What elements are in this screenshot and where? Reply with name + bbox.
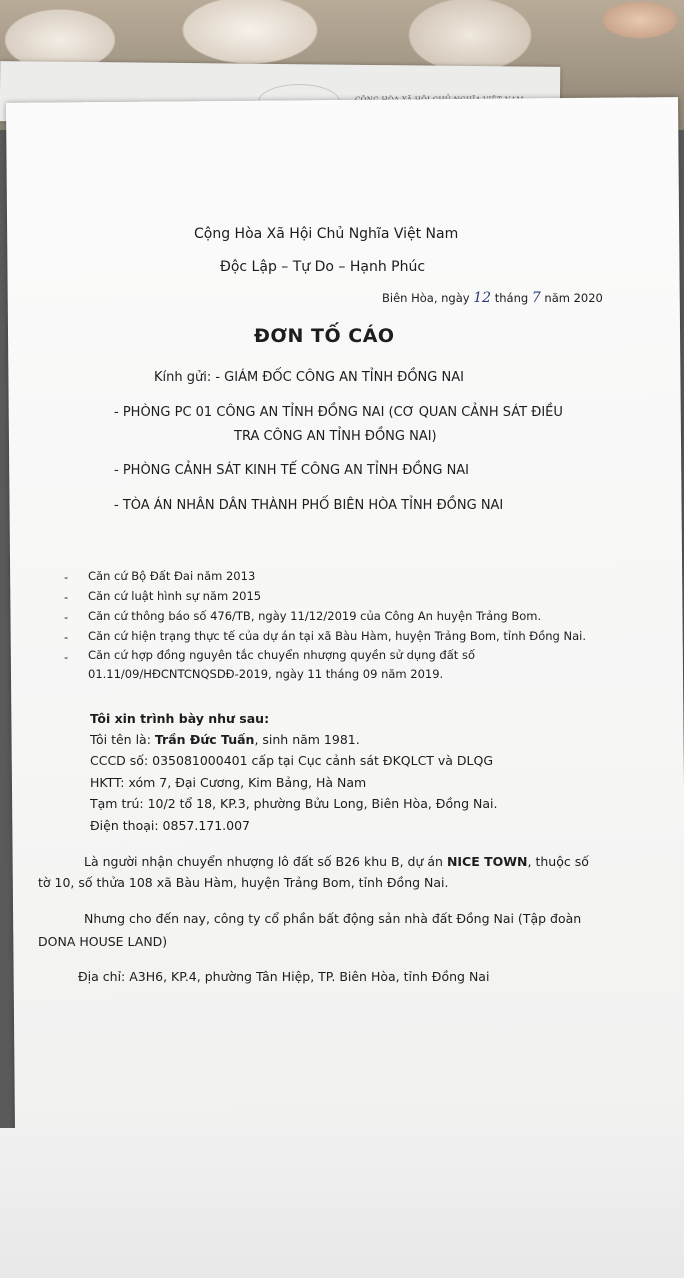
statement-heading: Tôi xin trình bày như sau: [90, 711, 270, 726]
list-item: Căn cứ hợp đồng nguyên tắc chuyển nhượng quyền sử dụng đất số [88, 648, 475, 662]
company-address: Địa chỉ: A3H6, KP.4, phường Tân Hiệp, TP. Biên Hòa, tỉnh Đồng Nai [78, 969, 490, 984]
para1-text-a: Là người nhận chuyển nhượng lô đất số B26 khu B, dự án [84, 854, 447, 869]
para2-line1: Nhưng cho đến nay, công ty cổ phần bất động sản nhà đất Đồng Nai (Tập đoàn [84, 911, 582, 926]
para1-line1 [84, 854, 589, 869]
table-surface [0, 1128, 684, 1278]
date-year: năm 2020 [544, 291, 603, 305]
motto: Độc Lập – Tự Do – Hạnh Phúc [220, 259, 426, 275]
list-dash: - [64, 650, 69, 664]
hktt-line: HKTT: xóm 7, Đại Cương, Kim Bảng, Hà Nam [90, 775, 367, 790]
date-prefix: Biên Hòa, ngày [382, 291, 470, 305]
date-line [382, 290, 603, 306]
country-name: Cộng Hòa Xã Hội Chủ Nghĩa Việt Nam [194, 226, 459, 242]
para2-line2: DONA HOUSE LAND) [38, 934, 168, 949]
date-month: 7 [531, 290, 541, 306]
name-line [90, 732, 360, 747]
project-name: NICE TOWN [446, 854, 528, 869]
cccd-line: CCCD số: 035081000401 cấp tại Cục cảnh sát ĐKQLCT và DLQG [90, 753, 494, 768]
recipient-3: - PHÒNG CẢNH SÁT KINH TẾ CÔNG AN TỈNH ĐỒNG NAI [114, 463, 470, 478]
recipient-lead: Kính gửi: - GIÁM ĐỐC CÔNG AN TỈNH ĐỒNG NAI [154, 370, 464, 385]
list-item-continuation: 01.11/09/HĐCNTCNQSDĐ-2019, ngày 11 tháng 09 năm 2019. [88, 667, 444, 681]
list-item: Căn cứ Bộ Đất Đai năm 2013 [88, 569, 256, 583]
list-item: Căn cứ luật hình sự năm 2015 [88, 589, 262, 603]
recipient-2-line2: TRA CÔNG AN TỈNH ĐỒNG NAI) [234, 429, 437, 444]
list-dash: - [64, 570, 69, 584]
person-name: Trần Đức Tuấn [154, 732, 255, 747]
document-title: ĐƠN TỐ CÁO [254, 325, 395, 347]
tam-tru-line: Tạm trú: 10/2 tổ 18, KP.3, phường Bửu Long, Biên Hòa, Đồng Nai. [90, 796, 498, 811]
list-dash: - [64, 610, 69, 624]
name-suffix: , sinh năm 1981. [254, 732, 360, 747]
para1-text-b: , thuộc số [527, 854, 589, 869]
para1-line2: tờ 10, số thửa 108 xã Bàu Hàm, huyện Trảng Bom, tỉnh Đồng Nai. [38, 875, 449, 890]
phone-line: Điện thoại: 0857.171.007 [90, 818, 251, 833]
name-prefix: Tôi tên là: [90, 732, 155, 747]
recipient-2-line1: - PHÒNG PC 01 CÔNG AN TỈNH ĐỒNG NAI (CƠ QUAN CẢNH SÁT ĐIỀU [114, 405, 563, 420]
date-month-label: tháng [494, 291, 529, 305]
list-dash: - [64, 590, 69, 604]
date-day: 12 [473, 290, 492, 306]
recipient-4: - TÒA ÁN NHÂN DÂN THÀNH PHỐ BIÊN HÒA TỈNH ĐỒNG NAI [114, 498, 504, 513]
list-dash: - [64, 630, 69, 644]
list-item: Căn cứ hiện trạng thực tế của dự án tại xã Bàu Hàm, huyện Trảng Bom, tỉnh Đồng Nai. [88, 629, 586, 643]
list-item: Căn cứ thông báo số 476/TB, ngày 11/12/2019 của Công An huyện Trảng Bom. [88, 609, 542, 623]
